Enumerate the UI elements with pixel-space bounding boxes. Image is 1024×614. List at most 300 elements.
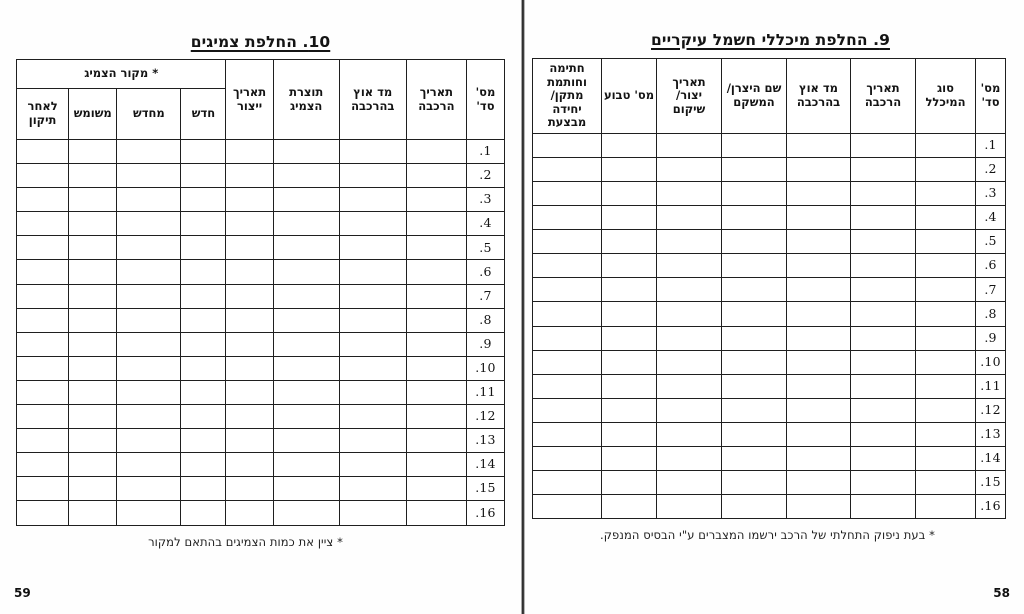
tire-entry-blank-cell[interactable] [273,332,339,356]
col-header-manufacturer-name: שם היצרן/ המשקם [722,59,787,134]
tire-entry-blank-cell[interactable] [17,188,69,212]
tire-entry-blank-cell[interactable] [406,188,466,212]
electrical-entry-blank-cell[interactable] [722,206,787,230]
electrical-entry-blank-cell[interactable] [533,230,602,254]
tire-entry-blank-cell[interactable] [406,260,466,284]
electrical-entry-blank-cell[interactable] [722,350,787,374]
tire-entry-blank-cell[interactable] [17,308,69,332]
tire-entry-blank-cell[interactable] [17,140,69,164]
electrical-entry-blank-cell[interactable] [916,157,976,181]
electrical-entry-blank-cell[interactable] [851,182,916,206]
electrical-entry-blank-cell[interactable] [916,422,976,446]
tire-entry-blank-cell[interactable] [406,140,466,164]
tire-entry-blank-cell[interactable] [406,356,466,380]
tire-entry-blank-cell[interactable] [181,477,226,501]
tire-entry-blank-cell[interactable] [226,380,273,404]
electrical-entry-blank-cell[interactable] [602,350,657,374]
electrical-entry-blank-cell[interactable] [787,254,851,278]
electrical-entry-row-number: .9 [976,326,1006,350]
tire-entry-blank-cell[interactable] [181,164,226,188]
tire-entry-blank-cell[interactable] [69,140,117,164]
tire-entry-blank-cell[interactable] [273,236,339,260]
col-header-source-retreaded: מחדש [117,89,181,140]
electrical-entry-blank-cell[interactable] [787,182,851,206]
tire-entry-row [17,356,505,380]
tire-entry-blank-cell[interactable] [226,140,273,164]
tire-entry-blank-cell[interactable] [17,332,69,356]
electrical-entry-blank-cell[interactable] [602,157,657,181]
tire-table-group-row [17,60,505,89]
electrical-entry-blank-cell[interactable] [533,374,602,398]
electrical-entry-blank-cell[interactable] [533,302,602,326]
tire-entry-blank-cell[interactable] [273,188,339,212]
electrical-entry-blank-cell[interactable] [657,471,722,495]
electrical-entry-row [533,230,1006,254]
tire-entry-blank-cell[interactable] [273,477,339,501]
electrical-entry-blank-cell[interactable] [722,326,787,350]
tire-entry-blank-cell[interactable] [339,236,406,260]
electrical-entry-blank-cell[interactable] [851,447,916,471]
electrical-entry-blank-cell[interactable] [657,157,722,181]
tire-entry-blank-cell[interactable] [69,356,117,380]
tire-entry-blank-cell[interactable] [181,260,226,284]
electrical-entry-row [533,495,1006,519]
tire-entry-blank-cell[interactable] [17,212,69,236]
electrical-entry-blank-cell[interactable] [533,350,602,374]
tire-entry-blank-cell[interactable] [69,260,117,284]
electrical-entry-blank-cell[interactable] [916,254,976,278]
electrical-entry-blank-cell[interactable] [657,447,722,471]
tire-entry-blank-cell[interactable] [226,429,273,453]
tire-entry-blank-cell[interactable] [339,453,406,477]
electrical-entry-blank-cell[interactable] [787,447,851,471]
tire-entry-blank-cell[interactable] [339,405,406,429]
electrical-entry-blank-cell[interactable] [916,133,976,157]
electrical-entry-blank-cell[interactable] [533,133,602,157]
tire-entry-blank-cell[interactable] [17,236,69,260]
electrical-entry-row-number: .6 [976,254,1006,278]
tire-entry-blank-cell[interactable] [406,405,466,429]
tire-entry-blank-cell[interactable] [339,356,406,380]
tire-entry-row [17,405,505,429]
tire-entry-blank-cell[interactable] [273,501,339,525]
electrical-entry-blank-cell[interactable] [657,206,722,230]
electrical-entry-blank-cell[interactable] [602,422,657,446]
electrical-entry-blank-cell[interactable] [602,254,657,278]
tire-entry-blank-cell[interactable] [226,164,273,188]
electrical-entry-blank-cell[interactable] [657,326,722,350]
tire-entry-row-number: .5 [466,236,504,260]
col-header-serial: מס' סד' [466,60,504,140]
left-page-title: 10. החלפת צמיגים [190,33,331,51]
tire-entry-blank-cell[interactable] [69,380,117,404]
tire-entry-row [17,164,505,188]
tire-entry-blank-cell[interactable] [339,164,406,188]
electrical-entry-blank-cell[interactable] [787,471,851,495]
electrical-entry-blank-cell[interactable] [533,495,602,519]
electrical-entry-blank-cell[interactable] [916,350,976,374]
tire-entry-blank-cell[interactable] [117,284,181,308]
electrical-entry-blank-cell[interactable] [916,398,976,422]
col-header-mount-date: תאריך הרכבה [851,59,916,134]
electrical-entry-blank-cell[interactable] [787,374,851,398]
left-page-number: 59 [14,586,31,600]
tire-entry-blank-cell[interactable] [339,501,406,525]
electrical-entry-blank-cell[interactable] [851,350,916,374]
tire-entry-blank-cell[interactable] [273,453,339,477]
tire-entry-blank-cell[interactable] [117,260,181,284]
electrical-entry-row [533,374,1006,398]
electrical-entry-blank-cell[interactable] [851,374,916,398]
tire-entry-blank-cell[interactable] [339,380,406,404]
electrical-entry-blank-cell[interactable] [787,206,851,230]
tire-entry-blank-cell[interactable] [17,477,69,501]
electrical-entry-blank-cell[interactable] [657,254,722,278]
electrical-entry-blank-cell[interactable] [722,422,787,446]
electrical-entry-blank-cell[interactable] [602,447,657,471]
tire-table-body [17,140,505,526]
tire-table-head [17,60,505,140]
electrical-entry-blank-cell[interactable] [916,471,976,495]
electrical-entry-blank-cell[interactable] [787,326,851,350]
electrical-entry-blank-cell[interactable] [722,398,787,422]
electrical-entry-blank-cell[interactable] [916,302,976,326]
electrical-entry-row [533,133,1006,157]
electrical-entry-blank-cell[interactable] [533,326,602,350]
tire-entry-row [17,212,505,236]
tire-entry-blank-cell[interactable] [17,164,69,188]
electrical-entry-blank-cell[interactable] [657,302,722,326]
electrical-entry-blank-cell[interactable] [657,133,722,157]
tire-entry-blank-cell[interactable] [226,236,273,260]
electrical-entry-blank-cell[interactable] [851,133,916,157]
tire-entry-blank-cell[interactable] [406,164,466,188]
electrical-entry-blank-cell[interactable] [851,495,916,519]
tire-entry-blank-cell[interactable] [181,405,226,429]
electrical-entry-blank-cell[interactable] [722,302,787,326]
tire-entry-blank-cell[interactable] [339,308,406,332]
electrical-entry-blank-cell[interactable] [602,133,657,157]
tire-entry-blank-cell[interactable] [117,212,181,236]
electrical-entry-blank-cell[interactable] [851,302,916,326]
electrical-entry-blank-cell[interactable] [851,230,916,254]
electrical-entry-blank-cell[interactable] [533,422,602,446]
tire-entry-row [17,380,505,404]
electrical-entry-blank-cell[interactable] [533,182,602,206]
tire-entry-blank-cell[interactable] [69,477,117,501]
tire-entry-blank-cell[interactable] [226,332,273,356]
tire-entry-blank-cell[interactable] [406,212,466,236]
electrical-entry-blank-cell[interactable] [787,278,851,302]
tire-entry-blank-cell[interactable] [273,212,339,236]
tire-entry-blank-cell[interactable] [69,332,117,356]
electrical-entry-blank-cell[interactable] [787,398,851,422]
electrical-entry-blank-cell[interactable] [787,350,851,374]
tire-entry-blank-cell[interactable] [226,501,273,525]
electrical-entry-blank-cell[interactable] [657,495,722,519]
right-page-footnote: * בעת ניפוק התחלתי של הרכב ירשמו המצברים ע"י הבסיס המנפק. [599,528,936,543]
tire-entry-blank-cell[interactable] [117,429,181,453]
tire-entry-blank-cell[interactable] [117,380,181,404]
electrical-entry-blank-cell[interactable] [916,447,976,471]
tire-entry-blank-cell[interactable] [117,332,181,356]
electrical-entry-blank-cell[interactable] [602,182,657,206]
electrical-entry-blank-cell[interactable] [602,206,657,230]
electrical-entry-row [533,182,1006,206]
electrical-entry-blank-cell[interactable] [851,422,916,446]
tire-entry-blank-cell[interactable] [17,356,69,380]
electrical-entry-blank-cell[interactable] [916,182,976,206]
electrical-entry-blank-cell[interactable] [722,254,787,278]
electrical-entry-blank-cell[interactable] [657,182,722,206]
electrical-entry-row-number: .16 [976,495,1006,519]
tire-entry-row [17,188,505,212]
electrical-entry-blank-cell[interactable] [787,230,851,254]
col-header-source-repaired: לאחר תיקון [17,89,69,140]
tire-entry-blank-cell[interactable] [117,356,181,380]
electrical-entry-row [533,278,1006,302]
electrical-entry-blank-cell[interactable] [602,374,657,398]
tire-entry-blank-cell[interactable] [406,284,466,308]
tire-entry-blank-cell[interactable] [117,188,181,212]
tire-replacement-table [16,59,505,526]
tire-entry-blank-cell[interactable] [181,429,226,453]
electrical-entry-blank-cell[interactable] [916,374,976,398]
tire-entry-blank-cell[interactable] [406,429,466,453]
tire-entry-blank-cell[interactable] [69,188,117,212]
tire-entry-blank-cell[interactable] [339,212,406,236]
electrical-entry-blank-cell[interactable] [657,422,722,446]
electrical-entry-blank-cell[interactable] [533,206,602,230]
electrical-entry-blank-cell[interactable] [851,157,916,181]
electrical-entry-blank-cell[interactable] [722,157,787,181]
tire-entry-blank-cell[interactable] [226,477,273,501]
tire-entry-blank-cell[interactable] [339,332,406,356]
electrical-entry-blank-cell[interactable] [787,133,851,157]
electrical-entry-blank-cell[interactable] [722,133,787,157]
electrical-entry-row-number: .2 [976,157,1006,181]
tire-entry-blank-cell[interactable] [181,236,226,260]
tire-entry-blank-cell[interactable] [181,501,226,525]
tire-entry-blank-cell[interactable] [181,212,226,236]
electrical-table-header-row [533,59,1006,134]
tire-entry-blank-cell[interactable] [339,284,406,308]
electrical-entry-blank-cell[interactable] [916,206,976,230]
electrical-entry-blank-cell[interactable] [533,398,602,422]
electrical-entry-blank-cell[interactable] [722,182,787,206]
tire-entry-blank-cell[interactable] [17,453,69,477]
electrical-assembly-replacement-table [532,58,1006,519]
tire-entry-blank-cell[interactable] [339,140,406,164]
tire-entry-blank-cell[interactable] [406,332,466,356]
tire-entry-blank-cell[interactable] [181,284,226,308]
tire-entry-blank-cell[interactable] [69,501,117,525]
electrical-entry-blank-cell[interactable] [722,374,787,398]
tire-entry-blank-cell[interactable] [181,380,226,404]
electrical-entry-row-number: .1 [976,133,1006,157]
electrical-entry-blank-cell[interactable] [851,206,916,230]
electrical-entry-blank-cell[interactable] [851,254,916,278]
tire-entry-row [17,332,505,356]
tire-entry-row-number: .8 [466,308,504,332]
electrical-entry-blank-cell[interactable] [916,278,976,302]
electrical-entry-row [533,254,1006,278]
tire-entry-blank-cell[interactable] [273,308,339,332]
electrical-entry-blank-cell[interactable] [851,278,916,302]
electrical-entry-blank-cell[interactable] [916,230,976,254]
tire-entry-blank-cell[interactable] [273,356,339,380]
tire-entry-blank-cell[interactable] [226,284,273,308]
electrical-entry-blank-cell[interactable] [602,398,657,422]
tire-entry-blank-cell[interactable] [181,140,226,164]
electrical-entry-blank-cell[interactable] [657,350,722,374]
tire-entry-blank-cell[interactable] [117,308,181,332]
tire-entry-blank-cell[interactable] [273,140,339,164]
tire-entry-blank-cell[interactable] [117,477,181,501]
tire-entry-blank-cell[interactable] [17,429,69,453]
tire-entry-row [17,453,505,477]
tire-entry-blank-cell[interactable] [69,212,117,236]
electrical-entry-blank-cell[interactable] [787,157,851,181]
electrical-entry-blank-cell[interactable] [657,374,722,398]
tire-entry-blank-cell[interactable] [226,212,273,236]
tire-entry-blank-cell[interactable] [406,453,466,477]
tire-entry-blank-cell[interactable] [226,188,273,212]
electrical-entry-blank-cell[interactable] [722,230,787,254]
page-binding-divider [521,0,525,614]
tire-entry-row-number: .14 [466,453,504,477]
tire-entry-blank-cell[interactable] [117,236,181,260]
electrical-entry-blank-cell[interactable] [722,447,787,471]
tire-entry-blank-cell[interactable] [69,284,117,308]
electrical-entry-row [533,206,1006,230]
tire-entry-row [17,284,505,308]
electrical-entry-blank-cell[interactable] [851,398,916,422]
tire-entry-blank-cell[interactable] [69,236,117,260]
electrical-entry-blank-cell[interactable] [787,302,851,326]
tire-entry-blank-cell[interactable] [339,188,406,212]
tire-entry-blank-cell[interactable] [273,260,339,284]
tire-entry-blank-cell[interactable] [17,260,69,284]
electrical-entry-blank-cell[interactable] [602,326,657,350]
tire-entry-row [17,429,505,453]
tire-entry-blank-cell[interactable] [69,308,117,332]
col-header-manufacture-or-rebuild-date: תאריך יצור/ שיקום [657,59,722,134]
tire-entry-blank-cell[interactable] [406,477,466,501]
electrical-entry-row-number: .5 [976,230,1006,254]
tire-entry-blank-cell[interactable] [226,356,273,380]
tire-entry-blank-cell[interactable] [117,140,181,164]
tire-entry-blank-cell[interactable] [181,453,226,477]
tire-entry-blank-cell[interactable] [226,405,273,429]
electrical-entry-blank-cell[interactable] [787,422,851,446]
electrical-entry-blank-cell[interactable] [602,230,657,254]
tire-entry-row-number: .15 [466,477,504,501]
tire-entry-blank-cell[interactable] [117,405,181,429]
electrical-entry-row-number: .11 [976,374,1006,398]
electrical-entry-blank-cell[interactable] [602,302,657,326]
tire-entry-blank-cell[interactable] [17,501,69,525]
tire-entry-blank-cell[interactable] [117,453,181,477]
col-header-serial: מס' סד' [976,59,1006,134]
tire-entry-blank-cell[interactable] [69,429,117,453]
right-page-title: 9. החלפת מיכללי חשמל עיקריים [651,31,890,49]
tire-entry-blank-cell[interactable] [226,308,273,332]
electrical-entry-blank-cell[interactable] [657,230,722,254]
electrical-entry-blank-cell[interactable] [657,398,722,422]
electrical-entry-blank-cell[interactable] [533,471,602,495]
electrical-entry-blank-cell[interactable] [916,326,976,350]
tire-entry-blank-cell[interactable] [273,429,339,453]
tire-entry-row-number: .3 [466,188,504,212]
tire-entry-row-number: .13 [466,429,504,453]
tire-entry-row-number: .12 [466,405,504,429]
tire-entry-blank-cell[interactable] [181,332,226,356]
electrical-entry-blank-cell[interactable] [657,278,722,302]
tire-entry-blank-cell[interactable] [69,164,117,188]
tire-entry-blank-cell[interactable] [181,188,226,212]
tire-entry-blank-cell[interactable] [117,501,181,525]
col-header-tire-make: תוצרת הצמיג [273,60,339,140]
electrical-entry-blank-cell[interactable] [722,495,787,519]
electrical-entry-blank-cell[interactable] [722,278,787,302]
electrical-entry-blank-cell[interactable] [533,278,602,302]
electrical-entry-blank-cell[interactable] [602,471,657,495]
tire-entry-blank-cell[interactable] [339,429,406,453]
tire-entry-blank-cell[interactable] [273,380,339,404]
tire-entry-blank-cell[interactable] [69,405,117,429]
electrical-entry-blank-cell[interactable] [787,495,851,519]
electrical-entry-blank-cell[interactable] [851,326,916,350]
electrical-entry-row [533,350,1006,374]
col-header-odometer-at-mount: מד אוץ בהרכבה [339,60,406,140]
electrical-entry-blank-cell[interactable] [533,447,602,471]
tire-entry-blank-cell[interactable] [69,453,117,477]
tire-entry-row-number: .6 [466,260,504,284]
electrical-entry-blank-cell[interactable] [533,157,602,181]
tire-entry-blank-cell[interactable] [226,453,273,477]
tire-entry-blank-cell[interactable] [226,260,273,284]
tire-entry-blank-cell[interactable] [273,164,339,188]
tire-entry-blank-cell[interactable] [181,356,226,380]
tire-entry-blank-cell[interactable] [181,308,226,332]
tire-entry-blank-cell[interactable] [17,380,69,404]
tire-entry-blank-cell[interactable] [17,405,69,429]
electrical-entry-row-number: .13 [976,422,1006,446]
tire-entry-blank-cell[interactable] [339,477,406,501]
electrical-entry-blank-cell[interactable] [916,495,976,519]
tire-entry-row-number: .7 [466,284,504,308]
col-header-assembly-type: סוג המיכלל [916,59,976,134]
tire-entry-blank-cell[interactable] [273,405,339,429]
electrical-entry-blank-cell[interactable] [602,278,657,302]
electrical-entry-blank-cell[interactable] [602,495,657,519]
tire-entry-blank-cell[interactable] [117,164,181,188]
tire-entry-row [17,140,505,164]
tire-entry-blank-cell[interactable] [406,501,466,525]
tire-entry-blank-cell[interactable] [406,380,466,404]
tire-entry-blank-cell[interactable] [406,236,466,260]
tire-entry-blank-cell[interactable] [17,284,69,308]
tire-entry-blank-cell[interactable] [273,284,339,308]
electrical-entry-row [533,302,1006,326]
tire-entry-blank-cell[interactable] [339,260,406,284]
electrical-entry-blank-cell[interactable] [722,471,787,495]
electrical-entry-blank-cell[interactable] [533,254,602,278]
tire-entry-blank-cell[interactable] [406,308,466,332]
col-header-source-used: משומש [69,89,117,140]
electrical-entry-blank-cell[interactable] [851,471,916,495]
